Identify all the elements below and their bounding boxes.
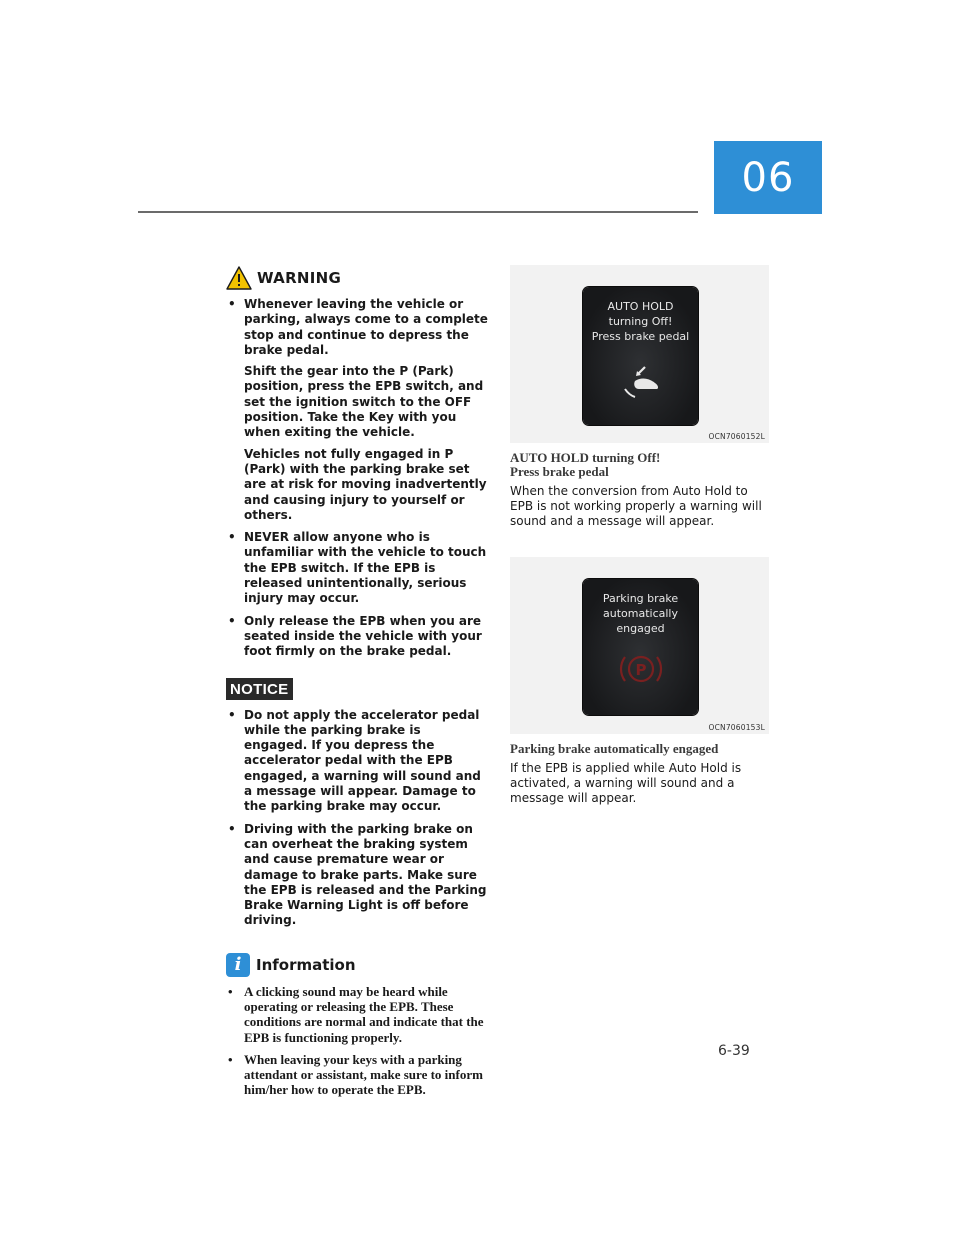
information-heading: [226, 953, 488, 977]
figure-caption-body: If the EPB is applied while Auto Hold is activated, a warning will sound and a message will appear.: [510, 760, 742, 806]
caption-line: Press brake pedal: [510, 464, 609, 479]
notice-item: • Driving with the parking brake on can overheat the braking system and cause premature wear or damage to brake parts. Make sure the EPB is released and the Parking Brake Warning Light is off before driving.: [228, 821, 487, 928]
chapter-number: 06: [741, 154, 795, 201]
warning-list: [226, 297, 488, 660]
display-line: Press brake pedal: [591, 330, 690, 343]
svg-text:P: P: [635, 660, 647, 679]
information-item: • When leaving your keys with a parking attendant or assistant, make sure to inform him/her how to operate the EPB.: [226, 1052, 488, 1098]
header-divider: [138, 211, 698, 213]
notice-badge: NOTICE: [226, 678, 293, 700]
warning-paragraph: NEVER allow anyone who is unfamiliar with the vehicle to touch the EPB switch. If the EPB is released unintentionally, serious injury may occur.: [244, 530, 487, 606]
warning-paragraph: Whenever leaving the vehicle or parking, always come to a complete stop and continue to depress the brake pedal.: [244, 297, 488, 357]
cluster-display: [583, 287, 698, 425]
caption-line: Parking brake automatically engaged: [510, 740, 719, 756]
information-paragraph: When leaving your keys with a parking attendant or assistant, make sure to inform him/her how to operate the EPB.: [244, 1051, 483, 1098]
notice-list: [226, 708, 488, 929]
left-column: [226, 266, 488, 1098]
figure-caption-body: When the conversion from Auto Hold to EPB is not working properly a warning will sound and a message will appear.: [510, 484, 762, 529]
display-line: Parking brake: [602, 591, 679, 605]
information-paragraph: A clicking sound may be heard while operating or releasing the EPB. These conditions are normal and indicate that the EPB is functioning properly.: [244, 983, 484, 1045]
warning-paragraph: Only release the EPB when you are seated inside the vehicle with your foot firmly on the brake pedal.: [244, 613, 482, 659]
figure-code: OCN7060153L: [708, 722, 765, 732]
display-line: automatically: [603, 606, 678, 620]
right-column: [510, 265, 770, 806]
warning-title: WARNING: [257, 269, 342, 287]
caption-line: AUTO HOLD turning Off!: [510, 450, 661, 465]
notice-paragraph: Do not apply the accelerator pedal while the parking brake is engaged. If you depress the accelerator pedal with the EPB engaged, a warning will sound and a message will appear. Damage to the parking brake may occur.: [244, 707, 481, 814]
figure-caption-title: [510, 451, 770, 479]
warning-triangle-icon: [226, 266, 252, 290]
parking-brake-icon: [619, 649, 663, 689]
brake-pedal-icon: [619, 361, 665, 401]
chapter-tab: [714, 141, 822, 214]
notice-paragraph: Driving with the parking brake on can overheat the braking system and cause premature wear or damage to brake parts. Make sure the EPB is released and the Parking Brake Warning Light is off before driving.: [244, 821, 487, 928]
warning-item: • Whenever leaving the vehicle or parking, always come to a complete stop and continue to depress the brake pedal. Shift the gear into the P (Park) position, press the EPB switch, and set the ignition switch to the OFF position. Take the Key with you when exiting the vehicle. Vehicles not fully engaged in P (Park) with the parking brake set are at risk for moving inadvertently and causing injury to yourself or others.: [228, 297, 488, 522]
warning-heading: [226, 266, 488, 290]
display-line: engaged: [616, 621, 665, 635]
warning-item: • Only release the EPB when you are seated inside the vehicle with your foot firmly on the brake pedal.: [226, 614, 488, 660]
figure-caption-title: [510, 742, 770, 756]
notice-item: • Do not apply the accelerator pedal while the parking brake is engaged. If you depress the accelerator pedal with the EPB engaged, a warning will sound and a message will appear. Damage to the parking brake may occur.: [226, 708, 488, 815]
information-item: • A clicking sound may be heard while operating or releasing the EPB. These conditions are normal and indicate that the EPB is functioning properly.: [226, 984, 488, 1045]
figure-code: OCN7060152L: [708, 432, 765, 441]
warning-paragraph: Vehicles not fully engaged in P (Park) with the parking brake set are at risk for moving inadvertently and causing injury to yourself or others.: [244, 446, 487, 522]
warning-paragraph: Shift the gear into the P (Park) position, press the EPB switch, and set the ignition switch to the OFF position. Take the Key with you when exiting the vehicle.: [244, 364, 484, 440]
information-list: [226, 984, 488, 1098]
figure-auto-hold: [510, 265, 769, 443]
info-icon: i: [226, 953, 250, 977]
display-line: turning Off!: [608, 315, 673, 328]
figure-parking-brake: [510, 557, 769, 734]
warning-item: • NEVER allow anyone who is unfamiliar with the vehicle to touch the EPB switch. If the EPB is released unintentionally, serious injury may occur.: [228, 530, 487, 606]
information-title: Information: [256, 955, 356, 974]
display-line: AUTO HOLD: [607, 300, 674, 313]
page-number: 6-39: [718, 1043, 750, 1059]
cluster-display: [583, 579, 698, 715]
